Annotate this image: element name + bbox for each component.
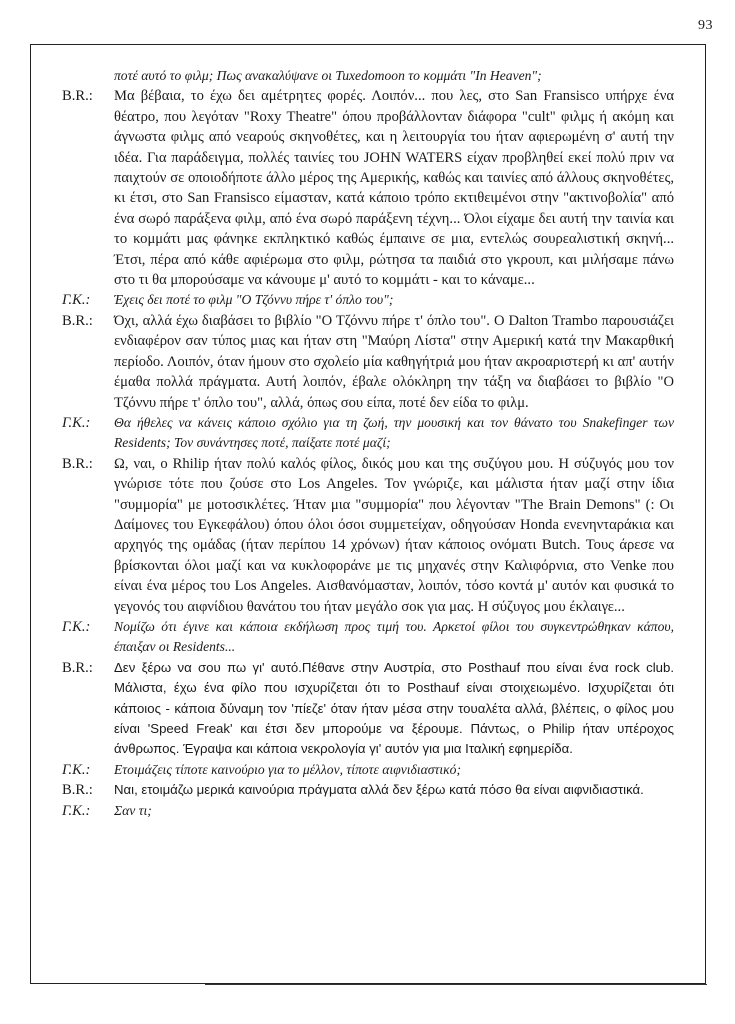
question-entry bbox=[62, 760, 674, 780]
question-text: ποτέ αυτό το φιλμ; Πως ανακαλύψανε οι Tuxedomoon το κομμάτι "In Heaven"; bbox=[114, 68, 542, 83]
speaker-label: Γ.Κ.: bbox=[62, 802, 91, 819]
answer-entry bbox=[62, 454, 674, 617]
question-text: Ετοιμάζεις τίποτε καινούριο για το μέλλον, τίποτε αιφνιδιαστικό; bbox=[114, 761, 461, 777]
answer-entry bbox=[62, 86, 674, 290]
speaker-label: Γ.Κ.: bbox=[62, 761, 91, 778]
speaker-label: B.R.: bbox=[62, 455, 93, 472]
speaker-label: Γ.Κ.: bbox=[62, 414, 91, 431]
answer-text: Μα βέβαια, το έχω δει αμέτρητες φορές. Λοιπόν... που λες, στο San Fransisco υπήρχε ένα θέατρο, που λεγόταν "Roxy Theatre" όπου προβάλλονταν διάφορα "cult" φιλμς ή ακόμη και άγνωστα φιλμς από νεαρούς σκηνοθέτες, και η λειτουργία του ήταν αφιερωμένη σ' αυτή την ιδέα. Για παράδειγμα, πολλές ταινίες του JOHN WATERS είχαν προβληθεί εκεί πολύ πριν να παιχτούν σε οποιοδήποτε άλλο μέρος της Αμερικής, καθώς και ταινίες από άλλους σκηνοθέτες, κι έτσι, στο San Fransisco είμασταν, κατά κάποιο τρόπο εκτιθειμένοι στην "ακτινοβολία" από ένα σωρό παράξενα φιλμ, από ένα σωρό παράξενη τέχνη... Όλοι είχαμε δει αυτή την ταινία και το κομμάτι μας φάνηκε εκπληκτικό καθώς έμπαινε σε μια, εντελώς σουρεαλιστική σκηνή... Έτσι, πέρα από κάθε αφιέρωμα στο φιλμ, ρώτησα τα παιδιά στο γκρουπ, και μιλήσαμε πάνω στο τι θα μπορούσαμε να κάνουμε μ' αυτό το κομμάτι - και το κάναμε... bbox=[114, 88, 674, 289]
answer-text: Δεν ξέρω να σου πω γι' αυτό.Πέθανε στην Αυστρία, στο Posthauf που είναι ένα rock club. Μάλιστα, έχω ένα φίλο που ισχυρίζεται ότι το Posthauf είναι στοιχειωμένο. Ισχυρίζεται ότι κάποιος - κάποια δύναμη τον 'πίεζε' όταν ήταν μέσα στην τουαλέτα αλλά, βλέπεις, ο φίλος μου είναι 'Speed Freak' και έτσι δεν μπορούμε να ξέρουμε. Πάντως, ο Philip ήταν υπέροχος άνθρωπος. Έγραψα και κάποια νεκρολογία γι' αυτόν για μια Ιταλική εφημερίδα. bbox=[114, 659, 674, 757]
question-entry bbox=[62, 66, 674, 86]
question-text: Θα ήθελες να κάνεις κάποιο σχόλιο για τη ζωή, την μουσική και τον θάνατο του Snakefinger των Residents; Τον συνάντησες ποτέ, παίξατε ποτέ μαζί; bbox=[114, 414, 674, 451]
answer-text: Ω, ναι, ο Rhilip ήταν πολύ καλός φίλος, δικός μου και της συζύγου μου. Η σύζυγός μου τον γνώρισε τότε που ζούσε στο Los Angeles. Τον γνώριζε, και μάλιστα ήταν μαζί στην ίδια "συμμορία" με μοτοσικλέτες. Ήταν μια "συμμορία" που λέγονταν "The Brain Demons" (: Οι Δαίμονες του Εγκεφάλου) όπου όλοι όσοι συμμετείχαν, οδηγούσαν Honda ενενηνταράκια και αρχηγός της ομάδας (ήταν περίπου 14 χρόνων) ήταν κάποιος ονόματι Butch. Τους άρεσε να βρίσκονται όλοι μαζί και να κυκλοφοράνε με τις μηχανές στην Καλιφόρνια, στο Venke που είναι ένα μέρος του Los Angeles. Αισθανόμασταν, λοιπόν, τόσο κοντά μ' αυτόν και φυσικά το γεγονός του αιφνίδιου θανάτου του ήταν μεγάλο σοκ για μας. Η σύζυγος μου έκλαιγε... bbox=[114, 455, 674, 615]
speaker-label: Γ.Κ.: bbox=[62, 618, 91, 635]
speaker-label: B.R.: bbox=[62, 659, 93, 676]
page-number: 93 bbox=[698, 18, 713, 33]
answer-text: Όχι, αλλά έχω διαβάσει το βιβλίο "Ο Τζόννυ πήρε τ' όπλο του". O Dalton Trambo παρουσιάζει ενδιαφέρον σαν τύπος μιας και ήταν στη "Μαύρη Λίστα" στην Αμερική κατά την Μακαρθική περίοδο. Λοιπόν, όταν ήμουν στο σχολείο μία καθηγήτριά μου ήταν ακροαριστερή κι απ' αυτήν έμαθα πολλά πράγματα. Αυτή λοιπόν, έβαλε ολόκληρη την τάξη να διαβάσει το βιβλίο "Ο Τζόννυ πήρε τ' όπλο του", αλλά, όπως σου είπα, ποτέ δεν είδα το φιλμ. bbox=[114, 312, 674, 411]
answer-entry bbox=[62, 780, 674, 800]
question-text: Νομίζω ότι έγινε και κάποια εκδήλωση προς τιμή του. Αρκετοί φίλοι του συγκεντρώθηκαν κάπου, έπαιξαν οι Residents... bbox=[114, 618, 674, 655]
question-text: Σαν τι; bbox=[114, 802, 152, 818]
interview-text bbox=[62, 66, 674, 821]
question-text: Έχεις δει ποτέ το φιλμ "Ο Τζόννυ πήρε τ' όπλο του"; bbox=[114, 292, 394, 308]
speaker-label: Γ.Κ.: bbox=[62, 292, 91, 309]
answer-entry bbox=[62, 311, 674, 413]
speaker-label: B.R.: bbox=[62, 312, 93, 329]
answer-entry bbox=[62, 658, 674, 760]
speaker-label: B.R.: bbox=[62, 88, 93, 105]
answer-text: Ναι, ετοιμάζω μερικά καινούρια πράγματα αλλά δεν ξέρω κατά πόσο θα είναι αιφνιδιαστικά. bbox=[114, 782, 644, 798]
question-entry bbox=[62, 413, 674, 454]
bottom-rule bbox=[205, 984, 707, 985]
speaker-label: B.R.: bbox=[62, 782, 93, 799]
question-entry bbox=[62, 617, 674, 658]
question-entry bbox=[62, 290, 674, 310]
question-entry bbox=[62, 801, 674, 821]
